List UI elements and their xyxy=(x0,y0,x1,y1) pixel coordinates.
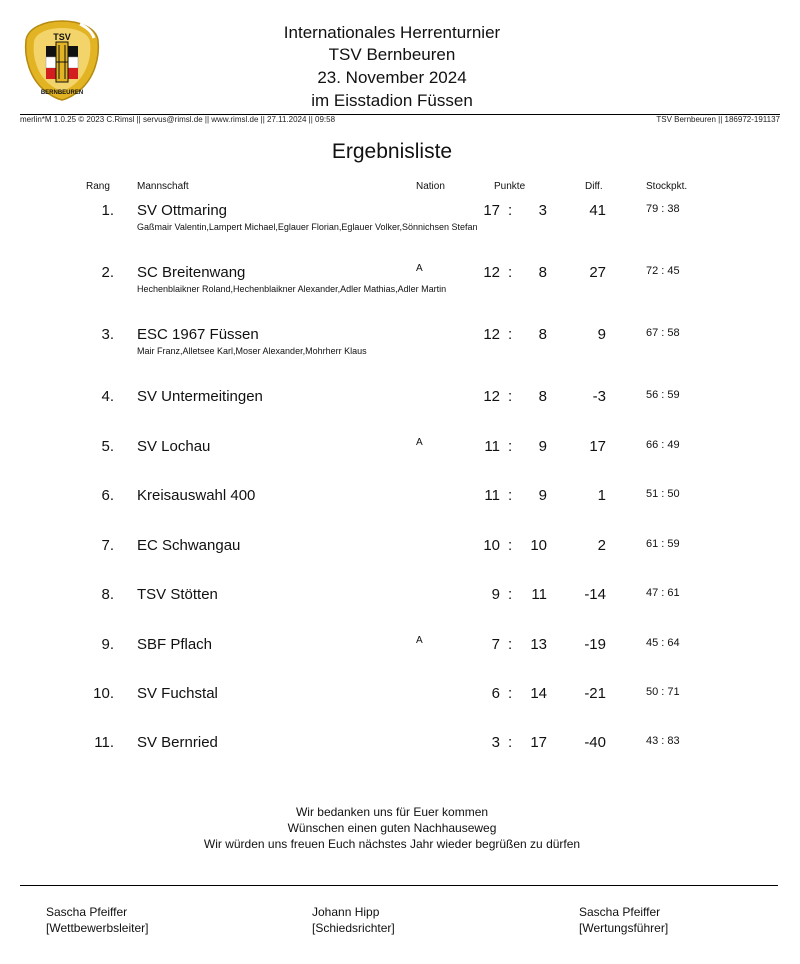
nation-cell: A xyxy=(416,263,423,274)
points-against: 8 xyxy=(538,264,547,281)
header-title-line-2: TSV Bernbeuren xyxy=(328,45,456,64)
stock-points: 51 : 50 xyxy=(646,488,680,500)
rank-cell: 2. xyxy=(101,264,114,281)
diff-cell: -40 xyxy=(584,734,606,751)
table-row xyxy=(0,586,800,626)
stock-points: 50 : 71 xyxy=(646,686,680,698)
thanks-line-3: Wir würden uns freuen Euch nächstes Jahr wieder begrüßen zu dürfen xyxy=(203,837,581,851)
rank-cell: 9. xyxy=(101,636,114,653)
points-against: 10 xyxy=(530,537,547,554)
column-header-rank: Rang xyxy=(86,181,110,192)
stock-points: 43 : 83 xyxy=(646,735,680,747)
points-for: 17 xyxy=(483,202,500,219)
rank-cell: 3. xyxy=(101,326,114,343)
column-header-stock: Stockpkt. xyxy=(646,181,688,192)
diff-cell: -14 xyxy=(584,586,606,603)
stock-points: 79 : 38 xyxy=(646,203,680,215)
table-row xyxy=(0,264,800,304)
points-against: 9 xyxy=(538,487,547,504)
rank-cell: 1. xyxy=(101,202,114,219)
diff-cell: 41 xyxy=(589,202,606,219)
team-name: ESC 1967 Füssen xyxy=(137,326,259,343)
points-separator: : xyxy=(508,537,513,554)
stock-points: 56 : 59 xyxy=(646,389,680,401)
signature-name: Johann Hipp xyxy=(312,905,380,919)
diff-cell: 17 xyxy=(589,438,606,455)
points-against: 8 xyxy=(538,388,547,405)
player-list: Hechenblaikner Roland,Hechenblaikner Alexander,Adler Mathias,Adler Martin xyxy=(137,284,447,294)
header-title-line-3: 23. November 2024 xyxy=(317,68,467,87)
page-title: Ergebnisliste xyxy=(331,140,453,163)
team-name: SV Fuchstal xyxy=(137,685,218,702)
points-separator: : xyxy=(508,734,513,751)
table-row xyxy=(0,685,800,725)
points-against: 13 xyxy=(530,636,547,653)
team-name: Kreisauswahl 400 xyxy=(137,487,256,504)
table-row xyxy=(0,487,800,527)
stock-points: 72 : 45 xyxy=(646,265,680,277)
column-header-points: Punkte xyxy=(494,181,526,192)
column-header-nation: Nation xyxy=(416,181,445,192)
stock-points: 67 : 58 xyxy=(646,327,680,339)
points-for: 7 xyxy=(491,636,500,653)
signature-role: [Wettbewerbsleiter] xyxy=(46,921,149,935)
signature-role: [Schiedsrichter] xyxy=(312,921,395,935)
team-name: SV Ottmaring xyxy=(137,202,228,219)
signature-block xyxy=(579,904,668,936)
team-name: SC Breitenwang xyxy=(137,264,246,281)
points-against: 3 xyxy=(538,202,547,219)
points-for: 12 xyxy=(483,388,500,405)
diff-cell: 1 xyxy=(597,487,606,504)
thanks-line-2: Wünschen einen guten Nachhauseweg xyxy=(287,821,497,835)
points-against: 14 xyxy=(530,685,547,702)
signature-name: Sascha Pfeiffer xyxy=(579,905,661,919)
stock-points: 45 : 64 xyxy=(646,637,680,649)
table-row xyxy=(0,438,800,478)
points-against: 8 xyxy=(538,326,547,343)
rank-cell: 8. xyxy=(101,586,114,603)
column-header-diff: Diff. xyxy=(585,181,603,192)
logo-text-bottom: BERNBEUREN xyxy=(40,90,84,96)
rank-cell: 10. xyxy=(93,685,114,702)
points-separator: : xyxy=(508,202,513,219)
signature-block xyxy=(46,904,149,936)
thanks-line-1: Wir bedanken uns für Euer kommen xyxy=(295,805,489,819)
points-against: 9 xyxy=(538,438,547,455)
meta-info-left: merlin*M 1.0.25 © 2023 C.Rimsl || servus@rimsl.de || www.rimsl.de || 27.11.2024 || 09:58 xyxy=(20,115,336,124)
points-separator: : xyxy=(508,438,513,455)
rank-cell: 11. xyxy=(94,734,114,751)
team-name: SBF Pflach xyxy=(137,636,213,653)
points-separator: : xyxy=(508,636,513,653)
points-against: 17 xyxy=(530,734,547,751)
rank-cell: 4. xyxy=(101,388,114,405)
points-for: 11 xyxy=(484,487,500,504)
signature-block xyxy=(312,904,395,936)
nation-cell: A xyxy=(416,635,423,646)
stock-points: 47 : 61 xyxy=(646,587,680,599)
table-row xyxy=(0,326,800,366)
rank-cell: 7. xyxy=(101,537,114,554)
points-for: 11 xyxy=(484,438,500,455)
nation-cell: A xyxy=(416,437,423,448)
signature-name: Sascha Pfeiffer xyxy=(46,905,128,919)
points-for: 3 xyxy=(491,734,500,751)
points-separator: : xyxy=(508,388,513,405)
team-name: SV Untermeitingen xyxy=(137,388,263,405)
team-name: TSV Stötten xyxy=(137,586,218,603)
header-title-line-1: Internationales Herrenturnier xyxy=(283,23,501,42)
diff-cell: -21 xyxy=(584,685,606,702)
table-row xyxy=(0,537,800,577)
team-name: SV Lochau xyxy=(137,438,211,455)
points-separator: : xyxy=(508,264,513,281)
table-row xyxy=(0,202,800,242)
points-for: 10 xyxy=(483,537,500,554)
signature-role: [Wertungsführer] xyxy=(579,921,669,935)
points-separator: : xyxy=(508,586,513,603)
diff-cell: -3 xyxy=(592,388,606,405)
team-name: SV Bernried xyxy=(137,734,218,751)
points-separator: : xyxy=(508,326,513,343)
diff-cell: 9 xyxy=(597,326,606,343)
player-list: Mair Franz,Alletsee Karl,Moser Alexander,Mohrherr Klaus xyxy=(137,346,367,356)
points-separator: : xyxy=(508,487,513,504)
table-row xyxy=(0,388,800,428)
table-row xyxy=(0,734,800,774)
table-row xyxy=(0,636,800,676)
points-against: 11 xyxy=(531,586,547,603)
points-for: 6 xyxy=(491,685,500,702)
rank-cell: 5. xyxy=(101,438,114,455)
player-list: Gaßmair Valentin,Lampert Michael,Eglauer Florian,Eglauer Volker,Sönnichsen Stefan xyxy=(137,222,478,232)
team-name: EC Schwangau xyxy=(137,537,241,554)
points-separator: : xyxy=(508,685,513,702)
rank-cell: 6. xyxy=(101,487,114,504)
column-header-team: Mannschaft xyxy=(137,181,189,192)
points-for: 9 xyxy=(491,586,500,603)
diff-cell: -19 xyxy=(584,636,606,653)
logo-text-top: TSV xyxy=(53,32,71,42)
meta-info-right: TSV Bernbeuren || 186972-191137 xyxy=(656,115,780,124)
footer-divider xyxy=(20,885,778,886)
diff-cell: 27 xyxy=(589,264,606,281)
stock-points: 66 : 49 xyxy=(646,439,680,451)
stock-points: 61 : 59 xyxy=(646,538,680,550)
header-title-line-4: im Eisstadion Füssen xyxy=(311,91,473,110)
diff-cell: 2 xyxy=(597,537,606,554)
points-for: 12 xyxy=(483,264,500,281)
points-for: 12 xyxy=(483,326,500,343)
